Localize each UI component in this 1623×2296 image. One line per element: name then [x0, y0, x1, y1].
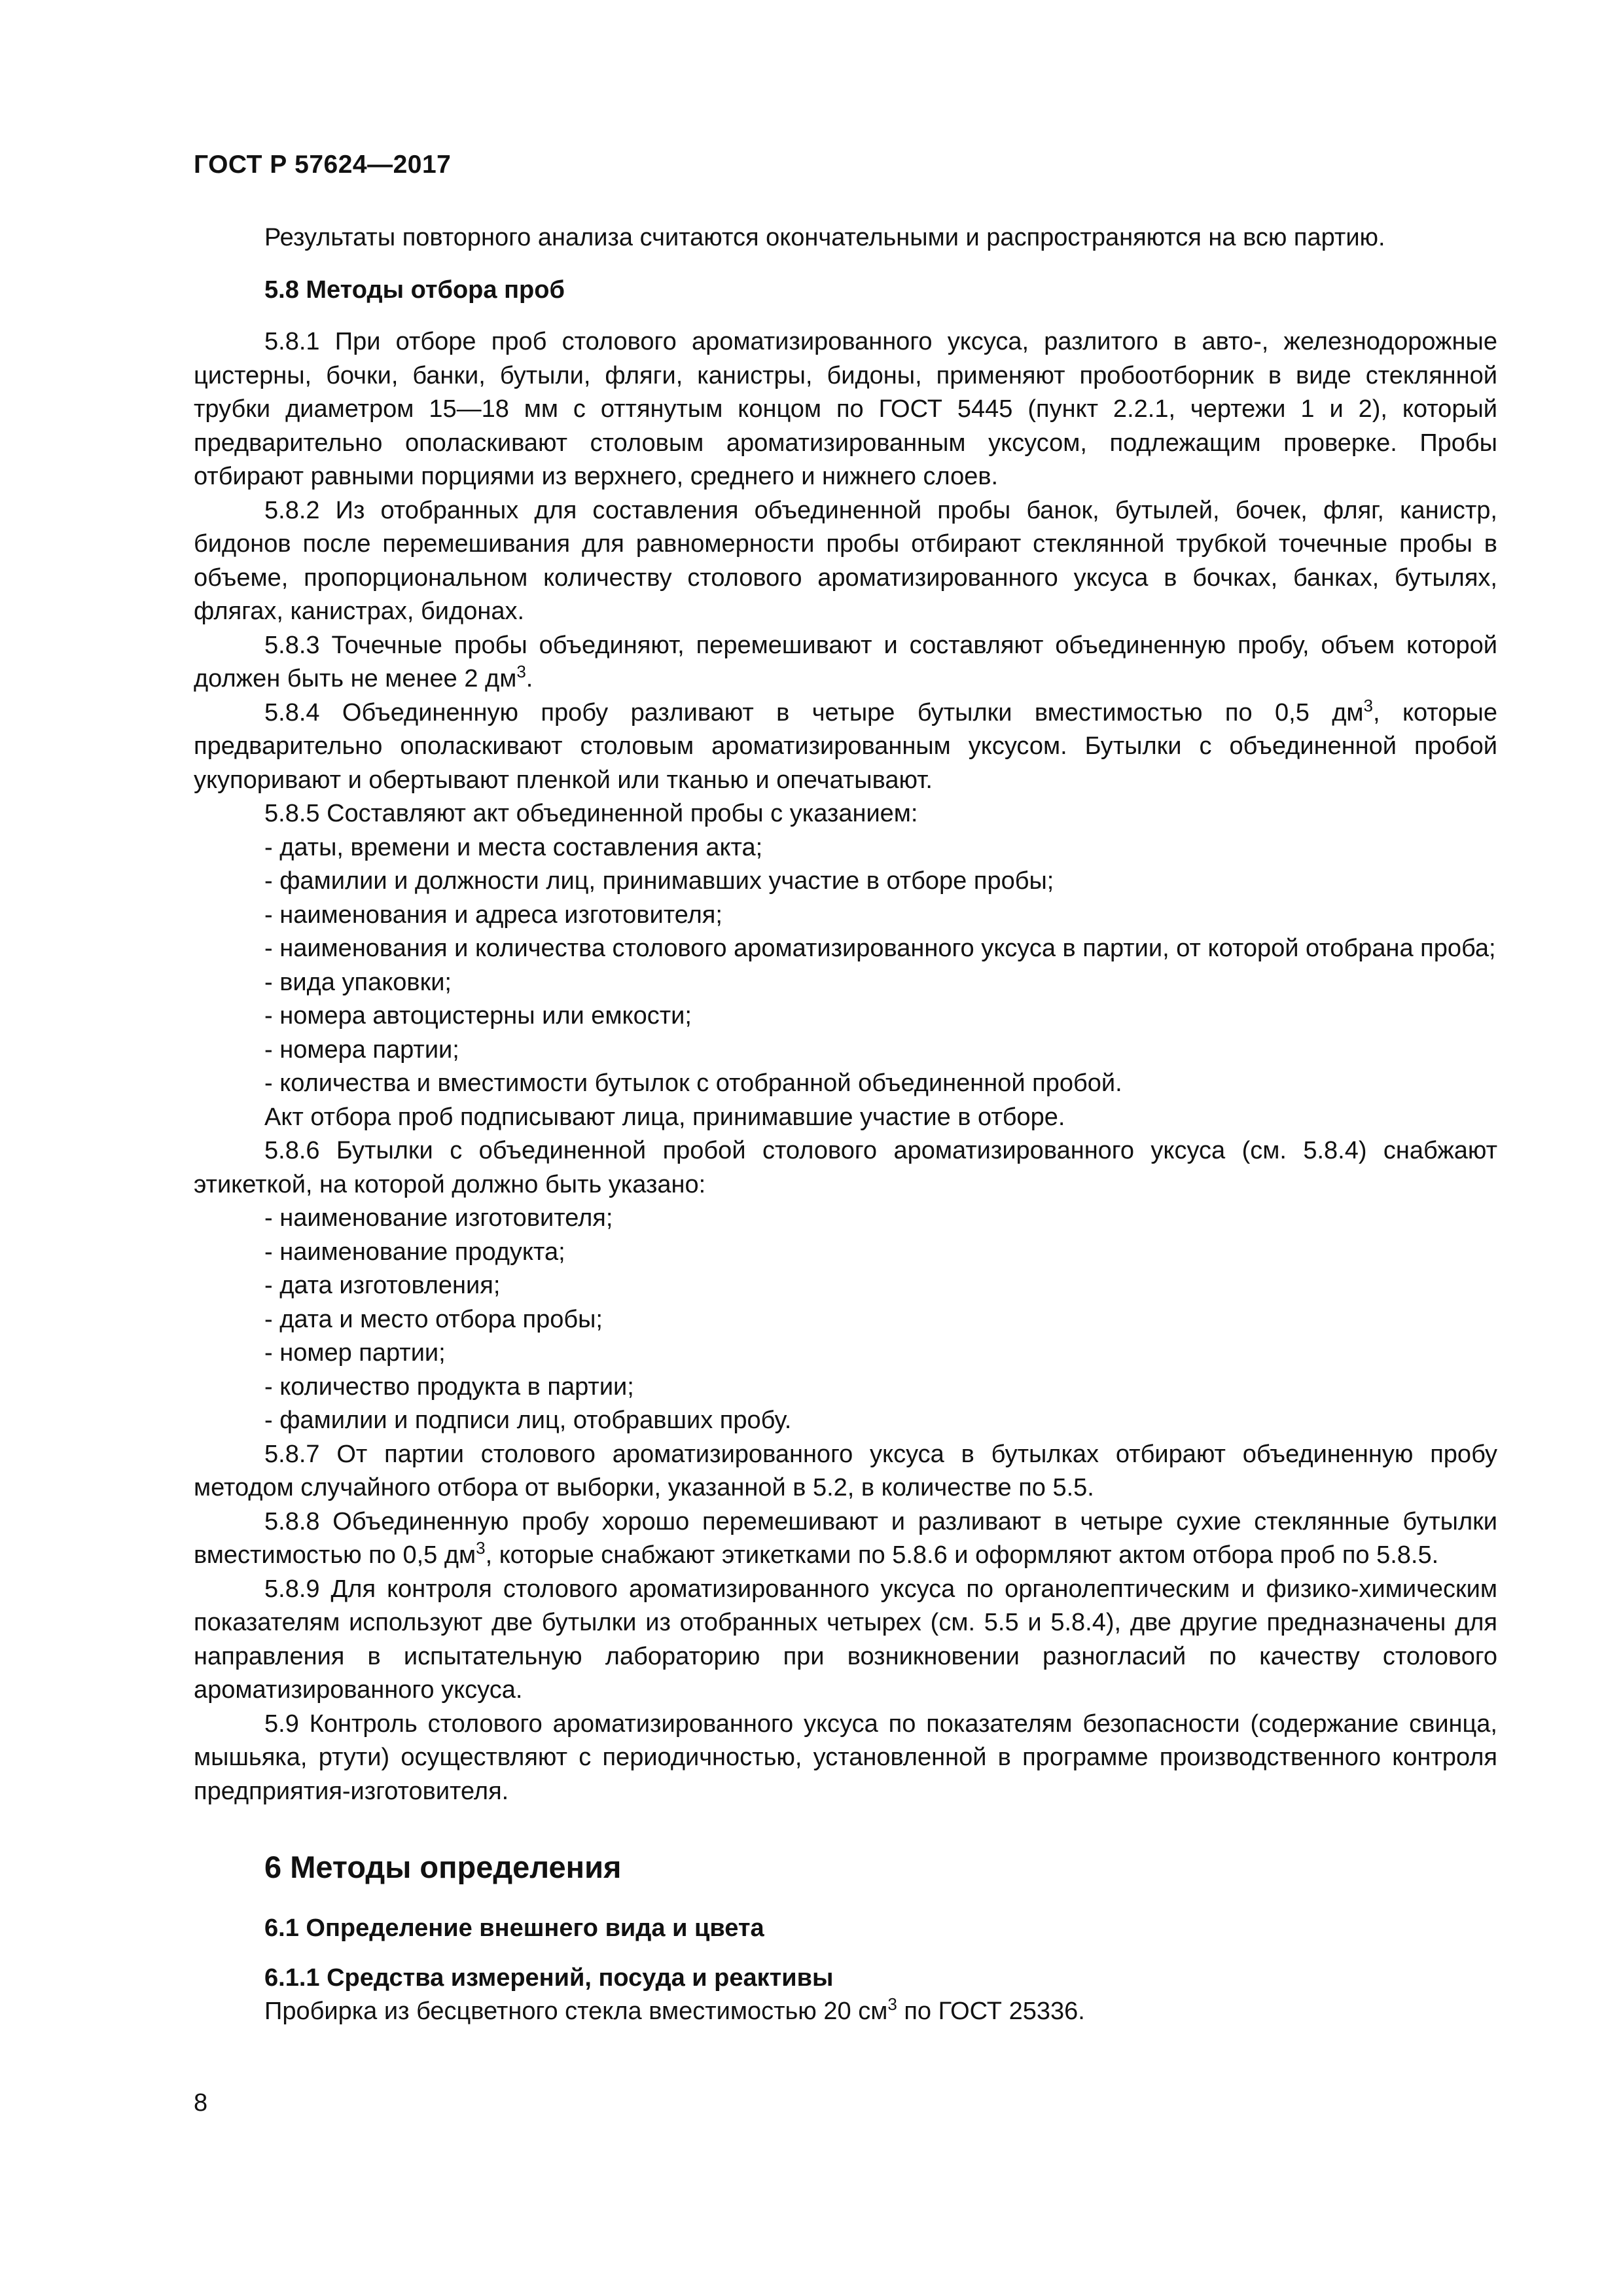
list-item: - наименование продукта;: [264, 1238, 565, 1266]
paragraph-5-8-9: 5.8.9 Для контроля столового ароматизированного уксуса по органолептическим и физико-химическим показателям используют две бутылки из отобранных четырех (см. 5.5 и 5.8.4), две другие предназначены для направления в испытательную лабораторию при возникновении разногласий по качеству столового ароматизированного уксуса.: [194, 1575, 1497, 1704]
list-item: - наименования и количества столового ароматизированного уксуса в партии, от которой отобрана проба;: [264, 935, 1496, 962]
paragraph-6-1-1: Пробирка из бесцветного стекла вместимостью 20 $см^3$ по ГОСТ 25336.: [264, 1994, 1085, 2025]
list-item: - наименования и адреса изготовителя;: [264, 901, 722, 929]
list-item: - даты, времени и места составления акта;: [264, 833, 763, 861]
page-number: 8: [194, 2089, 208, 2117]
page-content: [194, 221, 1497, 2029]
paragraph-5-8-1: 5.8.1 При отборе проб столового ароматизированного уксуса, разлитого в авто-, железнодорожные цистерны, бочки, банки, бутыли, фляги, канистры, бидоны, применяют пробоотборник в виде стеклянной трубки диаметром 15—18 мм с оттянутым концом по ГОСТ 5445 (пункт 2.2.1, чертежи 1 и 2), который предварительно ополаскивают столовым ароматизированным уксусом, подлежащим проверке. Пробы отбирают равными порциями из верхнего, среднего и нижнего слоев.: [194, 328, 1497, 490]
section-6-heading: 6 Методы определения: [264, 1850, 622, 1884]
list-item: - номер партии;: [264, 1339, 446, 1367]
list-item: - фамилии и должности лиц, принимавших участие в отборе пробы;: [264, 867, 1054, 895]
paragraph-5-8-2: 5.8.2 Из отобранных для составления объединенной пробы банок, бутылей, бочек, фляг, канистр, бидонов после перемешивания для равномерности пробы отбирают стеклянной трубкой точечные пробы в объеме, пропорциональном количеству столового ароматизированного уксуса в бочках, банках, бутылях, флягах, канистрах, бидонах.: [194, 496, 1497, 625]
act-signature-note: Акт отбора проб подписывают лица, принимавшие участие в отборе.: [264, 1103, 1065, 1131]
list-item: - номера автоцистерны или емкости;: [264, 1002, 692, 1030]
paragraph-5-8-8: 5.8.8 Объединенную пробу хорошо перемешивают и разливают в четыре сухие стеклянные бутылки вместимостью по 0,5 $дм^3$, которые снабжают этикетками по 5.8.6 и оформляют актом отбора проб по 5.8.5.: [194, 1507, 1497, 1569]
section-6-1-1-heading: 6.1.1 Средства измерений, посуда и реактивы: [264, 1964, 834, 1992]
paragraph-5-8-6: 5.8.6 Бутылки с объединенной пробой столового ароматизированного уксуса (см. 5.8.4) снабжают этикеткой, на которой должно быть указано:: [194, 1137, 1497, 1198]
section-6-1-heading: 6.1 Определение внешнего вида и цвета: [264, 1914, 764, 1942]
list-item: - дата и место отбора пробы;: [264, 1305, 603, 1333]
paragraph-5-8-5: 5.8.5 Составляют акт объединенной пробы с указанием:: [264, 800, 918, 827]
intro-paragraph: Результаты повторного анализа считаются окончательными и распространяются на всю партию.: [264, 224, 1385, 251]
paragraph-5-8-4: 5.8.4 Объединенную пробу разливают в четыре бутылки вместимостью по 0,5 $дм^3$, которые предварительно ополаскивают столовым ароматизированным уксусом. Бутылки с объединенной пробой укупоривают и обертывают пленкой или тканью и опечатывают.: [194, 695, 1497, 794]
paragraph-5-8-3: 5.8.3 Точечные пробы объединяют, перемешивают и составляют объединенную пробу, объем которой должен быть не менее 2 $дм^3$.: [194, 631, 1497, 692]
paragraph-5-9: 5.9 Контроль столового ароматизированного уксуса по показателям безопасности (содержание свинца, мышьяка, ртути) осуществляют с периодичностью, установленной в программе производственного контроля предприятия-изготовителя.: [194, 1710, 1497, 1805]
section-5-8-heading: 5.8 Методы отбора проб: [264, 276, 565, 304]
list-item: - количества и вместимости бутылок с отобранной объединенной пробой.: [264, 1069, 1122, 1097]
list-item: - фамилии и подписи лиц, отобравших пробу.: [264, 1407, 792, 1434]
list-item: - вида упаковки;: [264, 968, 452, 996]
list-item: - дата изготовления;: [264, 1272, 501, 1299]
document-header: ГОСТ Р 57624—2017: [194, 151, 452, 179]
list-item: - наименование изготовителя;: [264, 1204, 613, 1232]
list-item: - номера партии;: [264, 1035, 459, 1064]
paragraph-5-8-7: 5.8.7 От партии столового ароматизированного уксуса в бутылках отбирают объединенную пробу методом случайного отбора от выборки, указанной в 5.2, в количестве по 5.5.: [194, 1440, 1497, 1501]
list-item: - количество продукта в партии;: [264, 1372, 634, 1401]
